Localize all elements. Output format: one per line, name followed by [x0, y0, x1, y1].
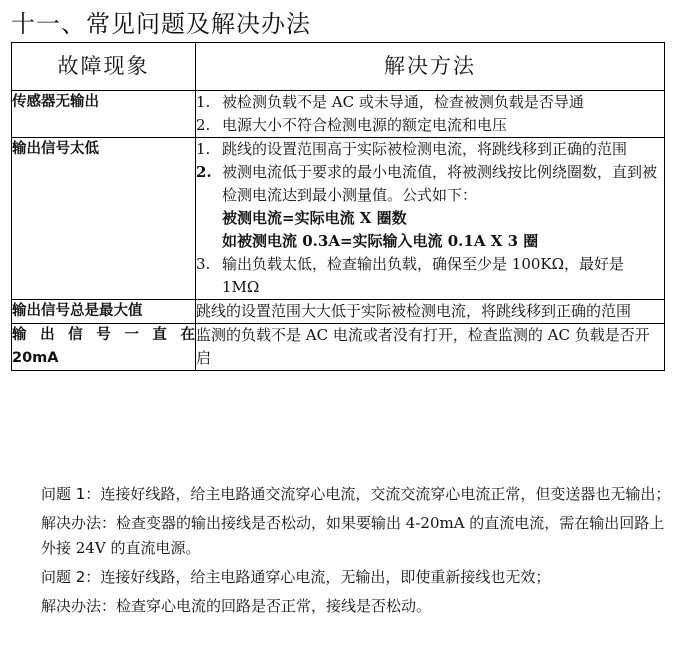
solution-cell: [196, 138, 665, 300]
header-solution: 解决方法: [196, 43, 665, 91]
faq-table: [11, 42, 665, 371]
step-text: 被测电流低于要求的最小电流值，将被测线按比例绕圈数，直到被检测电流达到最小测量值。公式如下：: [222, 163, 658, 204]
step-text: 被检测负载不是 AC 或未导通，检查被测负载是否导通: [222, 93, 584, 111]
header-symptom: 故障现象: [12, 43, 196, 91]
step-number: 2.: [196, 163, 212, 181]
solution-cell: [196, 91, 665, 138]
symptom-cell: 输出信号总是最大值: [12, 300, 196, 324]
solution-step: [196, 91, 664, 114]
solution-cell: 跳线的设置范围大大低于实际被检测电流，将跳线移到正确的范围: [196, 300, 665, 324]
step-text: 输出负载太低，检查输出负载，确保至少是 100KΩ，最好是 1MΩ: [222, 255, 625, 296]
solution-step: [196, 253, 664, 299]
formula-line: 被测电流=实际电流 X 圈数: [222, 209, 407, 227]
table-row: [12, 138, 665, 300]
answer-label: 解决办法：: [41, 514, 117, 532]
question-text: 连接好线路，给主电路通交流穿心电流，交流交流穿心电流正常，但变送器也无输出；: [100, 485, 671, 503]
question-paragraph: [11, 565, 671, 590]
step-number: 1.: [196, 93, 211, 111]
answer-label: 解决办法：: [41, 597, 117, 615]
symptom-cell: 输出信号太低: [12, 138, 196, 300]
symptom-cell: [12, 324, 196, 371]
symptom-line: 输 出 信 号 一 直 在: [12, 327, 195, 343]
step-number: 1.: [196, 140, 211, 158]
solution-step: [196, 138, 664, 161]
qa-notes: [11, 482, 671, 619]
solution-step: [196, 114, 664, 137]
step-text: 电源大小不符合检测电源的额定电流和电压: [222, 116, 508, 134]
question-label: 问题 1：: [41, 485, 101, 503]
step-number: 2.: [196, 116, 211, 134]
question-text: 连接好线路，给主电路通穿心电流，无输出，即使重新接线也无效；: [100, 568, 551, 586]
answer-text: 检查穿心电流的回路是否正常，接线是否松动。: [116, 597, 432, 615]
question-label: 问题 2：: [41, 568, 101, 586]
table-row: [12, 324, 665, 371]
symptom-line: 20mA: [12, 350, 59, 366]
answer-paragraph: [11, 511, 671, 561]
answer-text: 检查变器的输出接线是否松动，如果要输出 4-20mA 的直流电流，需在输出回路上外接 24V 的直流电源。: [41, 514, 665, 557]
table-row: [12, 91, 665, 138]
solution-steps: [196, 138, 664, 299]
symptom-cell: 传感器无输出: [12, 91, 196, 138]
step-number: 3.: [196, 255, 211, 273]
formula-example: 如被测电流 0.3A=实际输入电流 0.1A X 3 圈: [222, 232, 539, 250]
solution-cell: 监测的负载不是 AC 电流或者没有打开，检查监测的 AC 负载是否开启: [196, 324, 665, 371]
solution-steps: [196, 91, 664, 137]
table-row: [12, 300, 665, 324]
question-paragraph: [11, 482, 671, 507]
table-header-row: [12, 43, 665, 91]
page-title: 十一、常见问题及解决办法: [11, 10, 311, 38]
answer-paragraph: [11, 594, 671, 619]
step-text: 跳线的设置范围高于实际被检测电流，将跳线移到正确的范围: [222, 140, 628, 158]
solution-step: [196, 161, 664, 253]
